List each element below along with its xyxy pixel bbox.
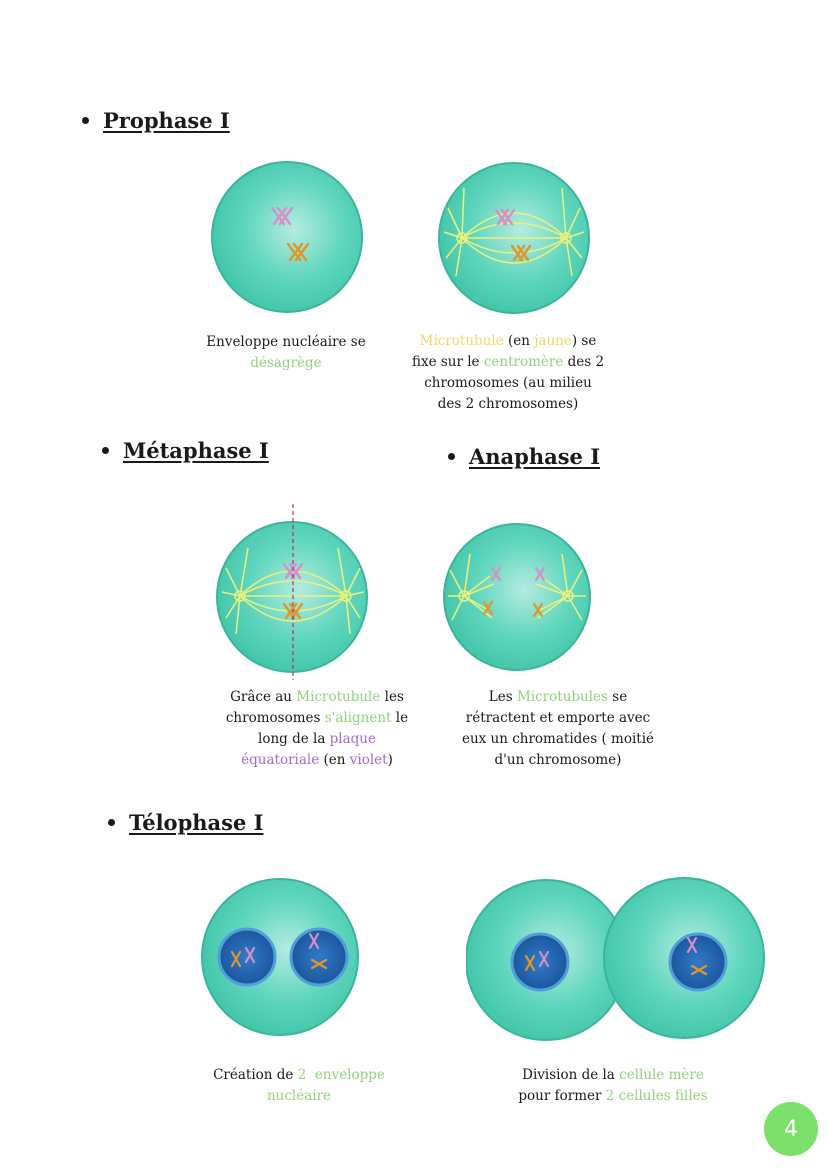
- bullet: [82, 117, 89, 124]
- bullet: [108, 819, 115, 826]
- caption-metaphase: Grâce au Microtubule les chromosomes s'alignent le long de la plaque équatoriale (en violet): [225, 689, 409, 768]
- anaphase-title: Anaphase I: [469, 444, 601, 469]
- prophase-title: Prophase I: [103, 108, 230, 133]
- nucleus-right: [291, 929, 347, 985]
- telophase-title: Télophase I: [129, 810, 264, 835]
- heading-prophase: [82, 108, 230, 133]
- caption-anaphase: Les Microtubules se rétractent et emporte avec eux un chromatides ( moitié d'un chromosome): [461, 689, 655, 768]
- nucleus-right: [670, 934, 726, 990]
- metaphase-title: Métaphase I: [123, 438, 269, 463]
- anaphase-cell: [440, 520, 595, 675]
- caption-telophase-right: Division de la cellule mère pour former 2 cellules filles: [518, 1067, 708, 1104]
- heading-metaphase: [102, 438, 269, 463]
- caption-prophase-left: Enveloppe nucléaire se désagrège: [206, 334, 366, 371]
- caption-prophase-right: Microtubule (en jaune) se fixe sur le centromère des 2 chromosomes (au milieu des 2 chromosomes): [411, 333, 605, 412]
- telophase-cells-division: [466, 876, 766, 1044]
- prophase-cell-microtubules: [434, 158, 594, 318]
- metaphase-cell: [214, 502, 374, 682]
- telophase-cell-two-nuclei: [198, 878, 362, 1038]
- nucleus-left: [219, 929, 275, 985]
- prophase-cell-envelope: [208, 158, 366, 316]
- caption-telophase-left: Création de 2 enveloppe nucléaire: [213, 1067, 385, 1104]
- page-number-badge: 4: [764, 1102, 818, 1156]
- heading-telophase: [108, 810, 263, 835]
- bullet: [102, 447, 109, 454]
- heading-anaphase: [448, 444, 600, 469]
- nucleus-left: [512, 934, 568, 990]
- bullet: [448, 453, 455, 460]
